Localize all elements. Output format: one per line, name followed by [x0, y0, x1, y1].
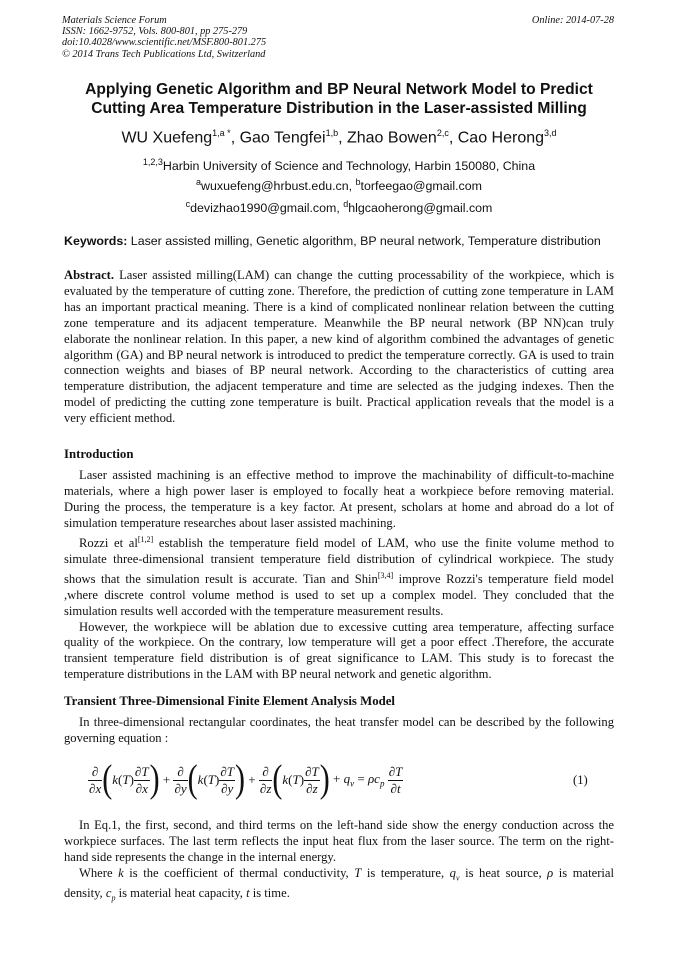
- abstract-text: Laser assisted milling(LAM) can change the cutting processability of the workpiece, which is evaluated by the temperature of cutting zone. Therefore, the prediction of cutting zone temperature in LAM has an important practical meaning. There is a kind of complicated nonlinear relation between the cutting zone temperature and its adjacent temperature. Meanwhile the BP neural network (BP NN)can truly elaborate the nonlinear relation. In this paper, a new kind of algorithm combined the advantages of genetic algorithm (GA) and BP neural network is introduced to predict the temperature correctly. GA is used to train connection weights and biases of BP neural network. According to the characteristics of cutting area temperature distribution, the adjacent temperature and time are selected as the judging indexes. Then the model of predicting the cutting zone temperature is built. Practical application reveals that the model is a very efficient method.: [64, 268, 614, 426]
- copyright: © 2014 Trans Tech Publications Ltd, Switzerland: [62, 48, 266, 60]
- section-heading-introduction: Introduction: [64, 447, 134, 461]
- author-name: , Cao Herong: [448, 129, 545, 147]
- intro-paragraph-2: [64, 532, 614, 620]
- text: is material heat capacity,: [115, 886, 247, 901]
- introduction-body: [64, 468, 614, 683]
- section2-paragraph-1: In three-dimensional rectangular coordinates, the heat transfer model can be described by the following governing equation :: [64, 715, 614, 745]
- text: is heat source,: [459, 865, 548, 880]
- section2-body: [64, 818, 614, 907]
- abstract: [64, 268, 614, 427]
- text: is material density,: [64, 865, 614, 901]
- journal-header: [62, 15, 266, 60]
- email-b[interactable]: torfeegao@gmail.com: [360, 179, 482, 194]
- abstract-label: Abstract.: [64, 268, 115, 282]
- citation[interactable]: [3,4]: [377, 570, 394, 580]
- keywords: [64, 234, 601, 248]
- affiliation: [0, 157, 678, 173]
- intro-text: improve Rozzi's temperature field model ,where discrete control volume method is used to set up a complex model. They concluded that the simulation results well accorded with the temperature measurement results.: [64, 571, 614, 618]
- symbol: t: [246, 886, 250, 901]
- equation-number: (1): [573, 773, 588, 787]
- title-line-1: Applying Genetic Algorithm and BP Neural Network Model to Predict: [85, 81, 593, 98]
- intro-paragraph-3: However, the workpiece will be ablation due to excessive cutting area temperature, affecting surface quality of the workpiece. On the contrary, low temperature will get a poor effect .Therefore, the accurate transient temperature field distribution is of great significance to LAM. This study is to forecast the temperature distributions in the LAM with BP neural network and genetic algorithm.: [64, 619, 614, 682]
- email-sup: a: [196, 177, 202, 187]
- author-sup: 3,d: [544, 128, 557, 138]
- section2-paragraph-3: [64, 866, 614, 907]
- intro-text: Rozzi et al: [79, 535, 138, 550]
- keywords-label: Keywords:: [64, 234, 128, 248]
- intro-text: establish the temperature field model of LAM, who use the finite volume method to simulate three-dimensional transient temperature field distribution of cylindrical workpiece. The study shows that the simulation result is accurate. Tian and Shin: [64, 535, 614, 586]
- citation[interactable]: [1,2]: [137, 534, 154, 544]
- author-sup: 2,c: [436, 128, 449, 138]
- email-a[interactable]: wuxuefeng@hrbust.edu.cn,: [201, 179, 356, 194]
- email-c[interactable]: devizhao1990@gmail.com,: [190, 201, 344, 216]
- email-sup: c: [185, 199, 191, 209]
- author-list: [0, 128, 678, 147]
- symbol: q: [449, 865, 456, 880]
- intro-paragraph-1: Laser assisted machining is an effective method to improve the machinability of difficult-to-machine materials, where a high power laser is employed to focally heat a workpiece before removing material. During the process, the temperature is a key factor. At present, scholars at home and abroad do a lot of simulation temperature researches about laser assisted machining.: [64, 468, 614, 530]
- section2-paragraph-2: In Eq.1, the first, second, and third terms on the left-hand side show the energy conduction across the workpiece surfaces. The last term reflects the input heat flux from the laser source. The term on the right-hand side represents the change in the internal energy.: [64, 818, 614, 864]
- author-sup: 1,a *: [212, 128, 231, 138]
- email-line-2: [0, 199, 678, 215]
- text: Where: [79, 865, 119, 880]
- governing-equation: $\frac{\partial}{\partial x}$ ( k(T) $\frac{\partial T}{\partial x}$ ) + $\frac{\partial}{\partial y}$ ( k(T) $\frac{\partial T}{\partial y}$ ) + $\frac{\partial}{\partial z}$ ( k(T) $\frac{\partial T}{\partial z}$ ) + $q_v = \rho c_p$ $\frac{\partial T}{\partial t}$: [89, 757, 403, 801]
- affiliation-text: Harbin University of Science and Technology, Harbin 150080, China: [162, 159, 536, 174]
- issn: ISSN: 1662-9752, Vols. 800-801, pp 275-279: [62, 26, 248, 38]
- symbol-sub: v: [455, 873, 460, 883]
- author-name: , Zhao Bowen: [338, 129, 437, 147]
- author-sup: 1,b: [325, 128, 339, 138]
- journal-name: Materials Science Forum: [62, 15, 167, 26]
- email-sup: b: [355, 177, 361, 187]
- email-line-1: [0, 177, 678, 193]
- text: is the coefficient of thermal conductivity,: [123, 865, 355, 880]
- author-name: , Gao Tengfei: [230, 129, 326, 147]
- online-date: Online: 2014-07-28: [531, 15, 614, 26]
- section-heading-fea: Transient Three-Dimensional Finite Element Analysis Model: [64, 694, 395, 708]
- symbol: ρ: [547, 865, 554, 880]
- affiliation-sup: 1,2,3: [142, 157, 163, 167]
- section2-intro: [64, 715, 614, 747]
- keywords-text: Laser assisted milling, Genetic algorithm, BP neural network, Temperature distribution: [127, 234, 601, 248]
- text: is time.: [249, 886, 290, 901]
- email-sup: d: [343, 199, 349, 209]
- title-line-2: Cutting Area Temperature Distribution in the Laser-assisted Milling: [91, 100, 587, 117]
- email-d[interactable]: hlgcaoherong@gmail.com: [348, 201, 493, 216]
- symbol: c: [105, 886, 112, 901]
- text: is temperature,: [361, 865, 450, 880]
- symbol: k: [118, 865, 124, 880]
- symbol: T: [354, 865, 362, 880]
- paper-title: [40, 80, 638, 118]
- symbol-sub: p: [111, 893, 116, 903]
- doi[interactable]: doi:10.4028/www.scientific.net/MSF.800-801.275: [62, 37, 267, 49]
- author-name: WU Xuefeng: [121, 129, 213, 147]
